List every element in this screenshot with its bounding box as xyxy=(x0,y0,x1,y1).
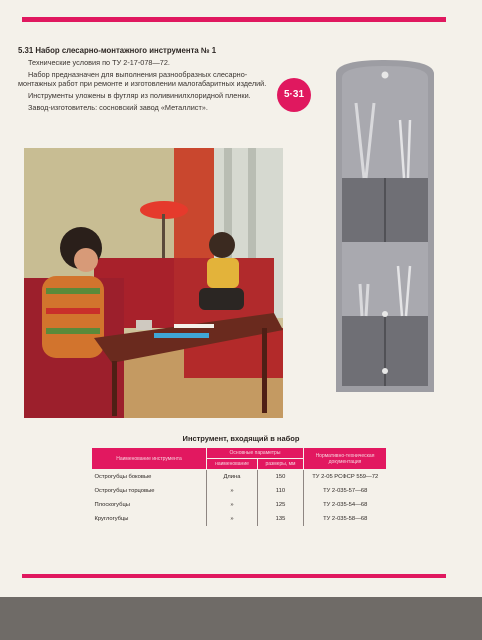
tech-conditions: Технические условия по ТУ 2-17-078—72. xyxy=(28,58,170,67)
description-block xyxy=(18,46,274,115)
row-size: 150 xyxy=(257,470,303,485)
case-paragraph: Инструменты уложены в футляр из поливинилхлоридной пленки. xyxy=(28,91,251,100)
col-main-params: Основные параметры xyxy=(207,448,304,459)
row-name: Плоскогубцы xyxy=(92,498,207,512)
col-name: Наименование инструмента xyxy=(92,448,207,470)
table-row xyxy=(92,512,387,526)
row-param: » xyxy=(207,498,258,512)
table-row xyxy=(92,470,387,485)
tools-table xyxy=(91,447,387,526)
table-row xyxy=(92,484,387,498)
row-name: Круглогубцы xyxy=(92,512,207,526)
row-size: 110 xyxy=(257,484,303,498)
purpose-paragraph: Набор предназначен для выполнения разнообразных слесарно-монтажных работ при ремонте и изготовлении малогабаритных изделий. xyxy=(18,70,267,88)
row-size: 135 xyxy=(257,512,303,526)
manufacturer-paragraph: Завод-изготовитель: сосновский завод «Металлист». xyxy=(28,103,208,112)
row-standard: ТУ 2-05 РСФСР 559—72 xyxy=(312,474,379,480)
col-param-size: размеры, мм xyxy=(257,459,303,470)
row-standard: ТУ 2-035-57—68 xyxy=(323,488,368,494)
row-standard: ТУ 2-035-54—68 xyxy=(323,502,368,508)
col-param-name: наименование xyxy=(207,459,258,470)
row-param: » xyxy=(207,512,258,526)
interior-photo xyxy=(24,148,283,418)
row-name: Острогубцы торцовые xyxy=(92,484,207,498)
row-param: » xyxy=(207,484,258,498)
row-name: Острогубцы боковые xyxy=(92,470,207,485)
row-size: 125 xyxy=(257,498,303,512)
row-standard: ТУ 2-035-58—68 xyxy=(323,516,368,522)
top-rule xyxy=(22,17,446,22)
tool-case-photo xyxy=(330,58,440,396)
item-number-badge: 5·31 xyxy=(277,78,311,112)
row-param: Длина xyxy=(207,470,258,485)
item-heading: 5.31 Набор слесарно-монтажного инструмента № 1 xyxy=(18,46,217,55)
table-row xyxy=(92,498,387,512)
table-title: Инструмент, входящий в набор xyxy=(182,434,300,443)
col-standard: Нормативно-техническая документация xyxy=(304,448,387,470)
bottom-rule xyxy=(22,574,446,578)
